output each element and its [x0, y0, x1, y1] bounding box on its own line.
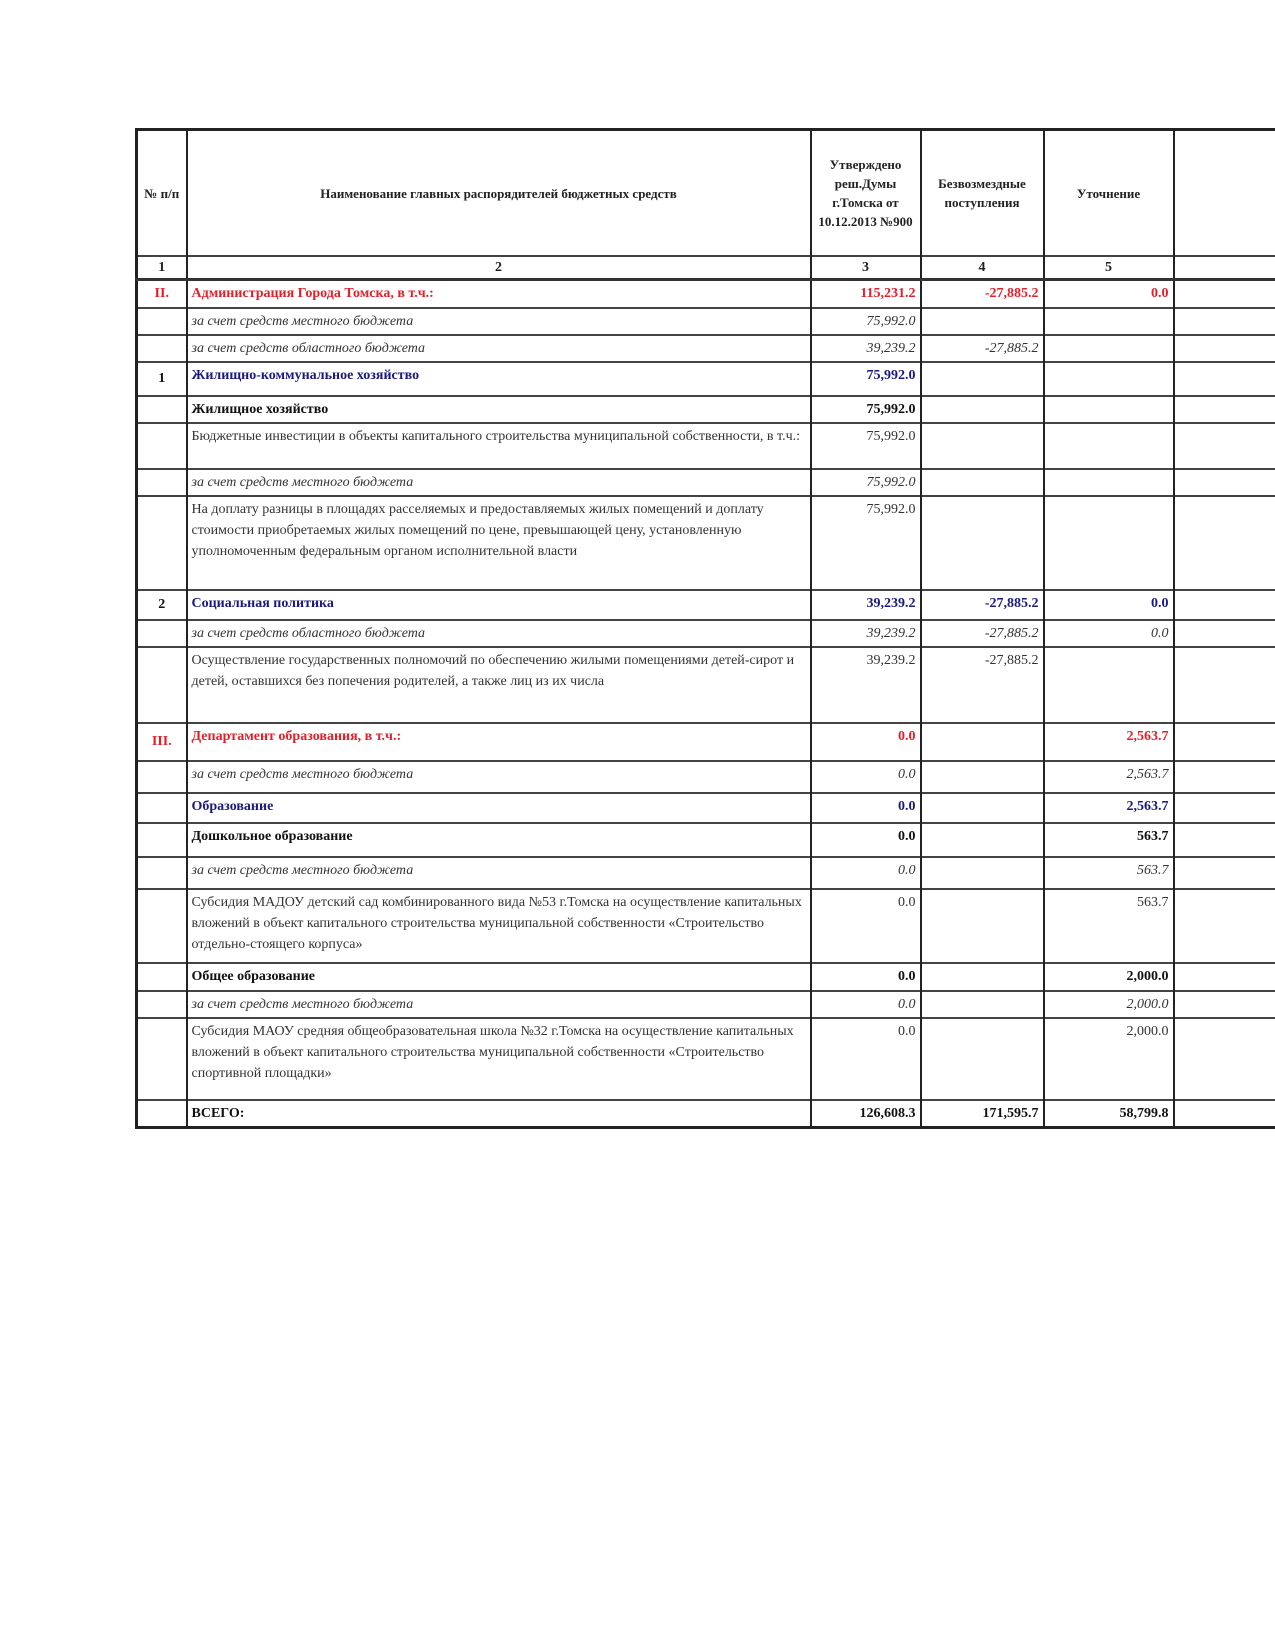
header-row — [137, 130, 1275, 257]
colnum-3: 3 — [811, 256, 921, 280]
row-gratuitous: -27,885.2 — [921, 647, 1044, 723]
row-col6 — [1174, 590, 1275, 620]
row-number — [137, 469, 187, 496]
row-clarification: 2,000.0 — [1044, 991, 1174, 1018]
row-clarification: 563.7 — [1044, 823, 1174, 857]
row-col6 — [1174, 396, 1275, 423]
row-approved: 0.0 — [811, 793, 921, 823]
table-row — [137, 793, 1275, 823]
row-gratuitous — [921, 496, 1044, 590]
row-gratuitous — [921, 469, 1044, 496]
total-col6 — [1174, 1100, 1275, 1128]
row-gratuitous — [921, 362, 1044, 396]
row-clarification — [1044, 496, 1174, 590]
row-approved: 75,992.0 — [811, 423, 921, 469]
row-approved: 0.0 — [811, 823, 921, 857]
row-approved: 39,239.2 — [811, 335, 921, 362]
table-row — [137, 620, 1275, 647]
row-number: III. — [137, 723, 187, 761]
row-approved: 0.0 — [811, 723, 921, 761]
row-clarification: 2,000.0 — [1044, 1018, 1174, 1100]
row-number — [137, 423, 187, 469]
row-gratuitous — [921, 963, 1044, 991]
row-approved: 39,239.2 — [811, 647, 921, 723]
row-col6 — [1174, 280, 1275, 308]
colnum-5: 5 — [1044, 256, 1174, 280]
row-approved: 75,992.0 — [811, 469, 921, 496]
row-clarification: 0.0 — [1044, 280, 1174, 308]
row-number: 1 — [137, 362, 187, 396]
table-row — [137, 423, 1275, 469]
table-row — [137, 1018, 1275, 1100]
colnum-4: 4 — [921, 256, 1044, 280]
row-name: за счет средств местного бюджета — [187, 857, 811, 889]
table-row — [137, 496, 1275, 590]
table-row — [137, 308, 1275, 335]
table-row — [137, 396, 1275, 423]
colnum-6 — [1174, 256, 1275, 280]
header-clarification: Уточнение — [1044, 130, 1174, 257]
total-gratuitous: 171,595.7 — [921, 1100, 1044, 1128]
row-approved: 0.0 — [811, 991, 921, 1018]
colnum-1: 1 — [137, 256, 187, 280]
row-clarification: 2,563.7 — [1044, 793, 1174, 823]
row-name: Бюджетные инвестиции в объекты капитального строительства муниципальной собственности, в т.ч.: — [187, 423, 811, 469]
row-name: На доплату разницы в площадях расселяемых и предоставляемых жилых помещений и доплату стоимости приобретаемых жилых помещений по цене, превышающей цену, установленную уполномоченным федеральным органом исполнительной власти — [187, 496, 811, 590]
row-approved: 0.0 — [811, 963, 921, 991]
total-row — [137, 1100, 1275, 1128]
row-col6 — [1174, 1018, 1275, 1100]
row-name: за счет средств местного бюджета — [187, 991, 811, 1018]
row-col6 — [1174, 963, 1275, 991]
row-number — [137, 857, 187, 889]
row-number — [137, 647, 187, 723]
row-approved: 0.0 — [811, 889, 921, 963]
row-clarification — [1044, 647, 1174, 723]
row-gratuitous — [921, 793, 1044, 823]
row-col6 — [1174, 335, 1275, 362]
row-gratuitous — [921, 889, 1044, 963]
row-approved: 0.0 — [811, 1018, 921, 1100]
colnum-2: 2 — [187, 256, 811, 280]
table-row — [137, 823, 1275, 857]
row-gratuitous — [921, 823, 1044, 857]
row-number: II. — [137, 280, 187, 308]
column-number-row — [137, 256, 1275, 280]
row-name: Образование — [187, 793, 811, 823]
table-row — [137, 857, 1275, 889]
row-number — [137, 963, 187, 991]
row-name: Общее образование — [187, 963, 811, 991]
row-clarification — [1044, 469, 1174, 496]
row-gratuitous — [921, 396, 1044, 423]
row-name: за счет средств местного бюджета — [187, 761, 811, 793]
row-number — [137, 620, 187, 647]
row-number — [137, 889, 187, 963]
row-col6 — [1174, 991, 1275, 1018]
row-number — [137, 335, 187, 362]
table-row — [137, 647, 1275, 723]
row-gratuitous — [921, 1018, 1044, 1100]
row-name: Администрация Города Томска, в т.ч.: — [187, 280, 811, 308]
row-name: Дошкольное образование — [187, 823, 811, 857]
row-approved: 39,239.2 — [811, 620, 921, 647]
row-number — [137, 761, 187, 793]
row-name: Субсидия МАОУ средняя общеобразовательная школа №32 г.Томска на осуществление капитальных вложений в объект капитального строительства муниципальной собственности «Строительство спортивной площадки» — [187, 1018, 811, 1100]
row-clarification — [1044, 362, 1174, 396]
table-row — [137, 590, 1275, 620]
row-approved: 75,992.0 — [811, 362, 921, 396]
row-number — [137, 1018, 187, 1100]
row-col6 — [1174, 496, 1275, 590]
row-name: за счет средств местного бюджета — [187, 308, 811, 335]
table-row — [137, 991, 1275, 1018]
table-row — [137, 963, 1275, 991]
row-clarification — [1044, 396, 1174, 423]
row-col6 — [1174, 469, 1275, 496]
row-col6 — [1174, 620, 1275, 647]
row-name: Социальная политика — [187, 590, 811, 620]
row-name: за счет средств областного бюджета — [187, 620, 811, 647]
row-col6 — [1174, 857, 1275, 889]
header-name: Наименование главных распорядителей бюджетных средств — [187, 130, 811, 257]
row-col6 — [1174, 793, 1275, 823]
row-clarification: 2,563.7 — [1044, 761, 1174, 793]
row-name: Субсидия МАДОУ детский сад комбинированного вида №53 г.Томска на осуществление капитальных вложений в объект капитального строительства муниципальной собственности «Строительство отдельно-стоящего корпуса» — [187, 889, 811, 963]
row-approved: 75,992.0 — [811, 396, 921, 423]
table-row — [137, 362, 1275, 396]
row-number — [137, 496, 187, 590]
row-gratuitous: -27,885.2 — [921, 620, 1044, 647]
row-col6 — [1174, 723, 1275, 761]
row-approved: 75,992.0 — [811, 496, 921, 590]
row-name: Департамент образования, в т.ч.: — [187, 723, 811, 761]
row-name: за счет средств местного бюджета — [187, 469, 811, 496]
row-clarification — [1044, 423, 1174, 469]
row-name: Жилищное хозяйство — [187, 396, 811, 423]
row-col6 — [1174, 647, 1275, 723]
row-number — [137, 396, 187, 423]
row-gratuitous — [921, 761, 1044, 793]
row-number — [137, 823, 187, 857]
row-clarification — [1044, 335, 1174, 362]
row-gratuitous: -27,885.2 — [921, 335, 1044, 362]
row-approved: 75,992.0 — [811, 308, 921, 335]
row-clarification: 2,563.7 — [1044, 723, 1174, 761]
row-name: за счет средств областного бюджета — [187, 335, 811, 362]
row-clarification: 0.0 — [1044, 620, 1174, 647]
row-clarification: 2,000.0 — [1044, 963, 1174, 991]
total-no — [137, 1100, 187, 1128]
header-col6 — [1174, 130, 1275, 257]
row-name: Жилищно-коммунальное хозяйство — [187, 362, 811, 396]
table-row — [137, 889, 1275, 963]
row-gratuitous: -27,885.2 — [921, 280, 1044, 308]
row-gratuitous — [921, 308, 1044, 335]
table-row — [137, 761, 1275, 793]
header-approved: Утверждено реш.Думы г.Томска от 10.12.2013 №900 — [811, 130, 921, 257]
row-gratuitous — [921, 423, 1044, 469]
table-row — [137, 469, 1275, 496]
row-clarification — [1044, 308, 1174, 335]
budget-table-container — [135, 128, 1275, 1129]
row-name: Осуществление государственных полномочий по обеспечению жилыми помещениями детей-сирот и детей, оставшихся без попечения родителей, а также лиц из их числа — [187, 647, 811, 723]
row-number — [137, 991, 187, 1018]
total-label: ВСЕГО: — [187, 1100, 811, 1128]
table-row — [137, 723, 1275, 761]
row-clarification: 0.0 — [1044, 590, 1174, 620]
row-gratuitous — [921, 723, 1044, 761]
row-approved: 0.0 — [811, 761, 921, 793]
row-clarification: 563.7 — [1044, 857, 1174, 889]
row-gratuitous — [921, 991, 1044, 1018]
row-col6 — [1174, 423, 1275, 469]
row-approved: 0.0 — [811, 857, 921, 889]
row-approved: 115,231.2 — [811, 280, 921, 308]
row-col6 — [1174, 362, 1275, 396]
row-number — [137, 793, 187, 823]
header-gratuitous: Безвозмездные поступления — [921, 130, 1044, 257]
row-clarification: 563.7 — [1044, 889, 1174, 963]
row-gratuitous — [921, 857, 1044, 889]
row-col6 — [1174, 823, 1275, 857]
table-row — [137, 335, 1275, 362]
total-approved: 126,608.3 — [811, 1100, 921, 1128]
row-approved: 39,239.2 — [811, 590, 921, 620]
row-number — [137, 308, 187, 335]
row-col6 — [1174, 889, 1275, 963]
row-col6 — [1174, 761, 1275, 793]
row-gratuitous: -27,885.2 — [921, 590, 1044, 620]
row-number: 2 — [137, 590, 187, 620]
row-col6 — [1174, 308, 1275, 335]
budget-table — [135, 128, 1275, 1129]
header-number: № п/п — [137, 130, 187, 257]
table-row — [137, 280, 1275, 308]
total-clarification: 58,799.8 — [1044, 1100, 1174, 1128]
